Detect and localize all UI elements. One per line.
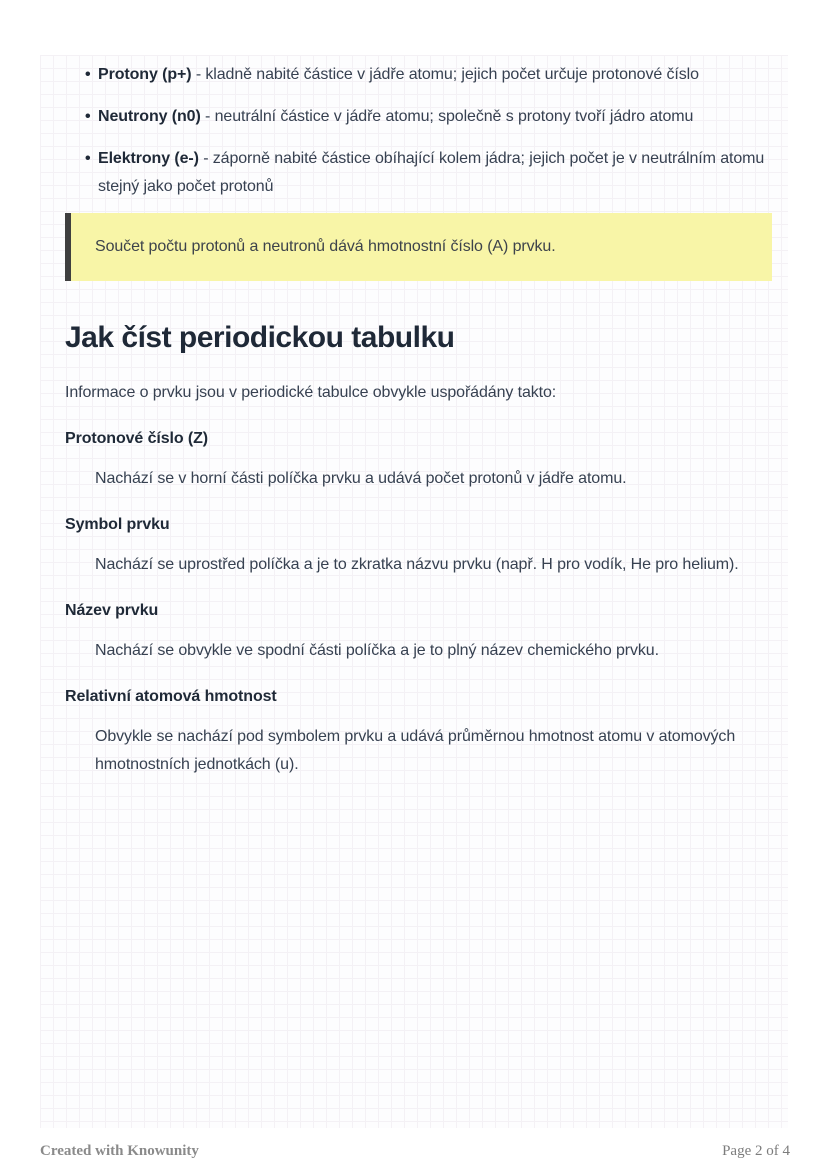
section-title-proton-number: Protonové číslo (Z) (65, 430, 208, 447)
bullet-text: - záporně nabité částice obíhající kolem jádra; jejich počet je v neutrálním atomu stejný jako počet protonů (98, 150, 765, 195)
highlight-callout (65, 213, 772, 281)
section-body: Nachází se v horní části políčka prvku a udává počet protonů v jádře atomu. (95, 470, 627, 487)
bullet-text: - neutrální částice v jádře atomu; společně s protony tvoří jádro atomu (200, 108, 694, 125)
footer-credit: Created with Knowunity (40, 1143, 199, 1159)
bullet-icon: • (85, 108, 91, 125)
callout-text: Součet počtu protonů a neutronů dává hmotnostní číslo (A) prvku. (95, 238, 556, 255)
section-title-element-symbol: Symbol prvku (65, 516, 170, 533)
footer-page-number: Page 2 of 4 (722, 1143, 790, 1159)
bullet-term: Protony (p+) (98, 66, 192, 83)
bullet-icon: • (85, 66, 91, 83)
page-title: Jak číst periodickou tabulku (65, 321, 455, 354)
section-body: Obvykle se nachází pod symbolem prvku a udává průměrnou hmotnost atomu v atomových hmotnostních jednotkách (u). (95, 728, 736, 773)
document-page (40, 55, 788, 1128)
section-body: Nachází se uprostřed políčka a je to zkratka názvu prvku (např. H pro vodík, He pro helium). (95, 556, 739, 573)
list-item-protons (85, 61, 784, 89)
section-title-relative-atomic-mass: Relativní atomová hmotnost (65, 688, 277, 705)
bullet-icon: • (85, 150, 91, 167)
bullet-term: Elektrony (e-) (98, 150, 199, 167)
particle-bullet-list (65, 61, 784, 201)
page-footer (40, 1143, 790, 1160)
definition-sections (65, 425, 772, 779)
list-item-electrons (85, 145, 784, 201)
list-item-neutrons (85, 103, 784, 131)
section-title-element-name: Název prvku (65, 602, 159, 619)
section-body: Nachází se obvykle ve spodní části políčka a je to plný název chemického prvku. (95, 642, 659, 659)
bullet-text: - kladně nabité částice v jádře atomu; jejich počet určuje protonové číslo (191, 66, 699, 83)
bullet-term: Neutrony (n0) (98, 108, 201, 125)
intro-paragraph: Informace o prvku jsou v periodické tabulce obvykle uspořádány takto: (65, 384, 557, 401)
